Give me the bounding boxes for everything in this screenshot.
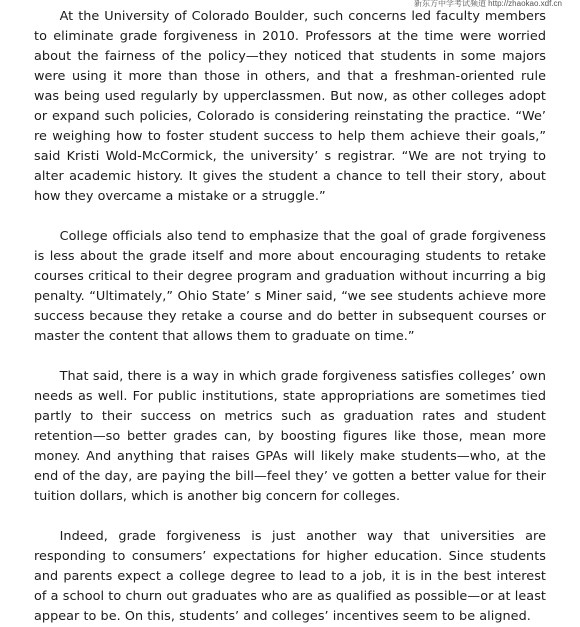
paragraph-3: That said, there is a way in which grade forgiveness satisfies colleges’ own needs as well. For public institutions, state appropriations are sometimes tied partly to their success on metrics such as graduation rates and student retention—so better grades can, by boosting figures like those, mean more money. And anything that raises GPAs will likely make students—who, at the end of the day, are paying the bill—feel they’ ve gotten a better value for their tuition dollars, which is another big concern for colleges. bbox=[34, 369, 546, 504]
paragraph-2: College officials also tend to emphasize that the goal of grade forgiveness is less about the grade itself and more about encouraging students to retake courses critical to their degree program and graduation without incurring a big penalty. “Ultimately,” Ohio State’ s Miner said, “we see students achieve more success because they retake a course and do better in subsequent courses or master the content that allows them to graduate on time.” bbox=[34, 229, 546, 344]
paragraph-4: Indeed, grade forgiveness is just another way that universities are responding to consumers’ expectations for higher education. Since students and parents expect a college degree to lead to a job, it is in the best interest of a school to churn out graduates who are as qualified as possible—or at least appear to be. On this, students’ and colleges’ incentives seem to be aligned. bbox=[34, 529, 546, 624]
article-body bbox=[34, 7, 546, 627]
paragraph-1: At the University of Colorado Boulder, such concerns led faculty members to eliminate grade forgiveness in 2010. Professors at the time were worried about the fairness of the policy—they noticed that students in some majors were using it more than those in others, and that a freshman-oriented rule was being used regularly by upperclassmen. But now, as other colleges adopt or expand such policies, Colorado is considering reinstating the practice. “We’ re weighing how to foster student success to help them achieve their goals,” said Kristi Wold-McCormick, the university’ s registrar. “We are not trying to alter academic history. It gives the student a chance to tell their story, about how they overcame a mistake or a struggle.” bbox=[34, 9, 546, 204]
page-header-text: 新东方中学考试频道 http://zhaokao.xdf.cn bbox=[413, 0, 562, 8]
